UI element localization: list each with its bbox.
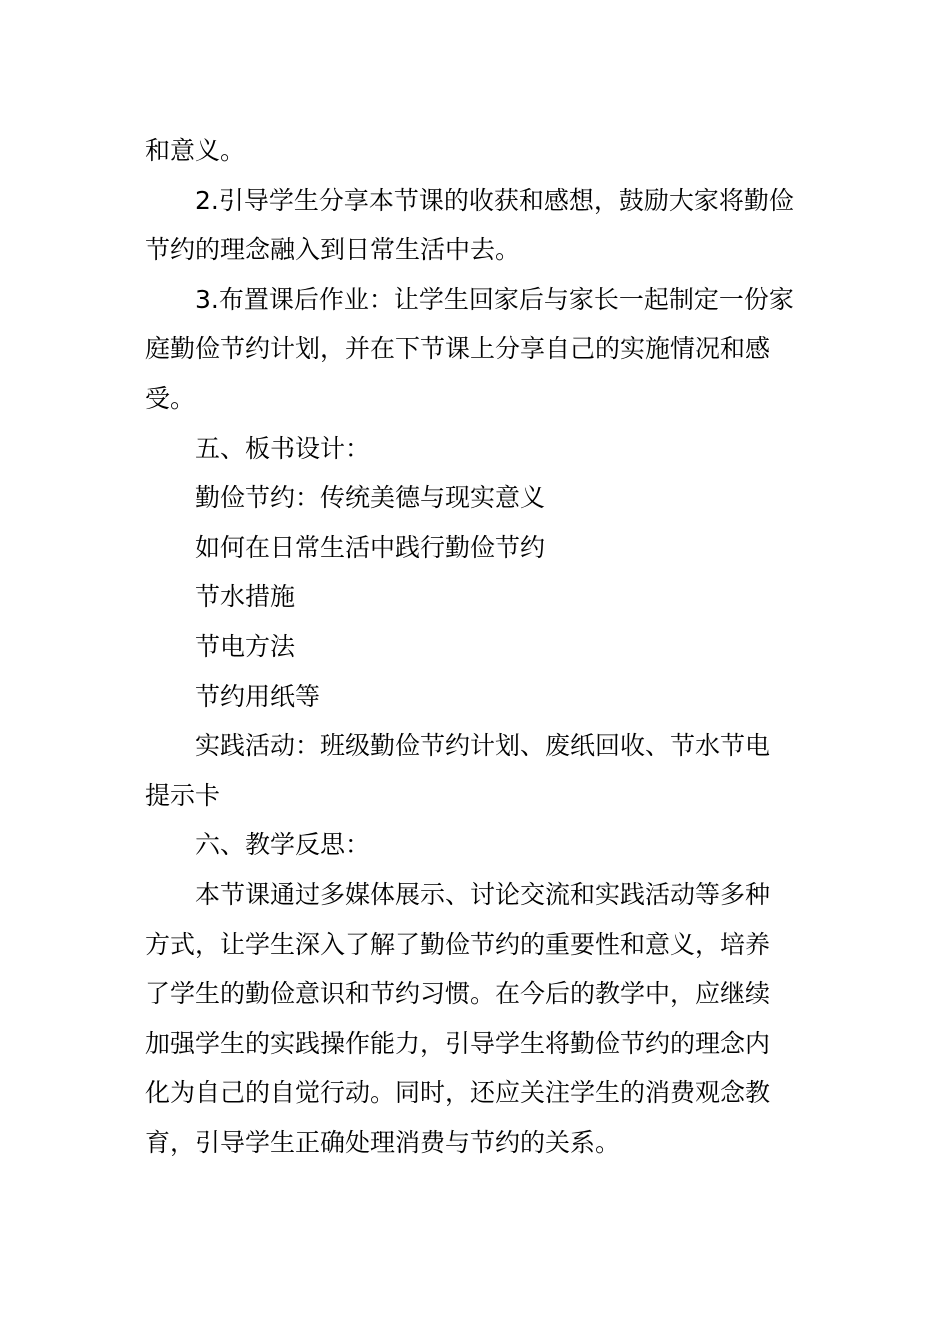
board-line: 如何在日常生活中践行勤俭节约 [195, 532, 546, 562]
paragraph-line: 3.布置课后作业：让学生回家后与家长一起制定一份家 [195, 284, 794, 314]
board-line: 实践活动：班级勤俭节约计划、废纸回收、节水节电 [195, 731, 771, 761]
paragraph-line: 本节课通过多媒体展示、讨论交流和实践活动等多种 [195, 879, 771, 909]
paragraph-line: 化为自己的自觉行动。同时，还应关注学生的消费观念教 [145, 1078, 771, 1108]
section-heading: 五、板书设计： [195, 433, 371, 463]
paragraph-line: 加强学生的实践操作能力，引导学生将勤俭节约的理念内 [145, 1028, 771, 1058]
document-page [145, 126, 811, 1167]
board-line: 勤俭节约：传统美德与现实意义 [195, 483, 546, 513]
board-line: 节约用纸等 [195, 681, 321, 711]
paragraph-line: 节约的理念融入到日常生活中去。 [145, 235, 521, 265]
paragraph-line: 2.引导学生分享本节课的收获和感想，鼓励大家将勤俭 [195, 185, 794, 215]
board-line: 节电方法 [195, 631, 296, 661]
paragraph-line: 和意义。 [145, 136, 246, 165]
board-line: 节水措施 [195, 582, 296, 612]
section-heading: 六、教学反思： [195, 830, 371, 860]
paragraph-line: 了学生的勤俭意识和节约习惯。在今后的教学中，应继续 [145, 979, 771, 1009]
paragraph-line: 庭勤俭节约计划，并在下节课上分享自己的实施情况和感 [145, 334, 771, 364]
board-line: 提示卡 [145, 780, 221, 810]
paragraph-line: 受。 [145, 383, 196, 413]
paragraph-line: 方式，让学生深入了解了勤俭节约的重要性和意义，培养 [145, 929, 771, 959]
paragraph-line: 育，引导学生正确处理消费与节约的关系。 [145, 1127, 621, 1157]
